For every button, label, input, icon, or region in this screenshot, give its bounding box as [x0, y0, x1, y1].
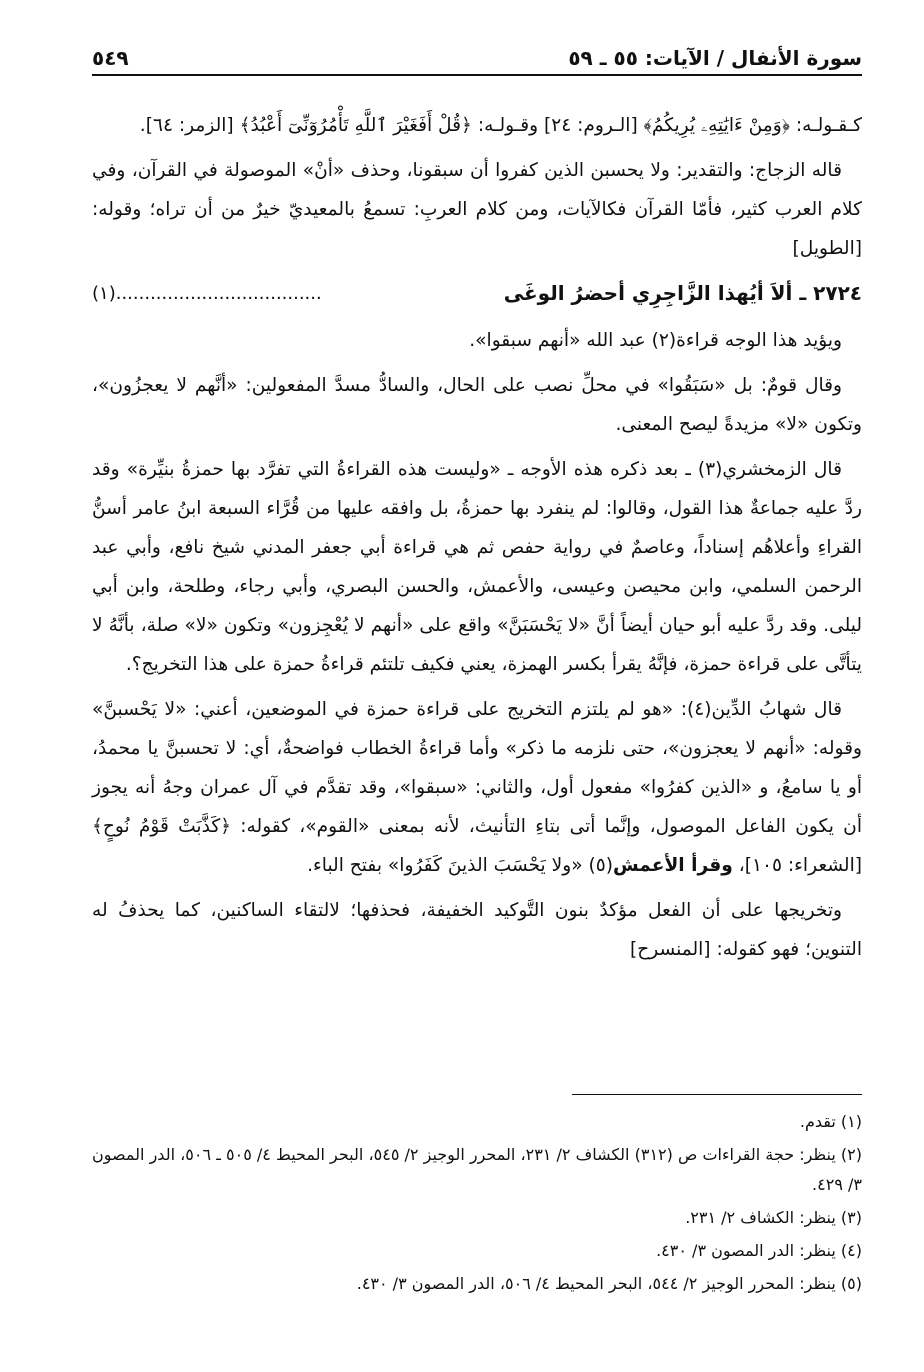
footnote-separator [572, 1094, 862, 1095]
page-number: ٥٤٩ [92, 46, 129, 70]
paragraph: قاله الزجاج: والتقدير: ولا يحسبن الذين كفروا أن سبقونا، وحذف «أنْ» الموصولة في القرآن، وفي كلام العرب كثير، فأمّا القرآن فكالآيات، ومن كلام العربِ: تسمعُ بالمعيديّ خيرٌ من أن تراه؛ وقوله: [الطويل] [92, 160, 862, 259]
paragraph: قال الزمخشري(٣) ـ بعد ذكره هذه الأوجه ـ «وليست هذه القراءةُ التي تفرَّد بها حمزةُ بنيِّرة» وقد ردَّ عليه جماعةٌ هذا القول، وقالوا: لم ينفرد بها حمزةُ، بل وافقه عليها من قُرَّاء السبعة ابنُ عامر أسنُّ القراءِ وأعلاهُم إسناداً، وعاصمٌ في رواية حفص ثم هي قراءة أبي جعفر المدني شيخ نافع، وأبي عبد الرحمن السلمي، وابن محيصن وعيسى، والأعمش، والحسن البصري، وأبي رجاء، وطلحة، وابن أبي ليلى. وقد ردَّ عليه أبو حيان أيضاً أنَّ «لا يَحْسَبَنَّ» واقع على «أنهم لا يُعْجِزون» وتكون «لا» صلة، بأنَّهُ لا يتأتَّى على قراءة حمزة، فإنَّهُ يقرأ بكسر الهمزة، يعني فكيف تلتئم قراءةُ حمزة على هذا التخريج؟. [92, 459, 862, 675]
page-header [92, 26, 862, 76]
paragraph: ويؤيد هذا الوجه قراءة(٢) عبد الله «أنهم سبقوا». [469, 330, 842, 351]
running-title: سورة الأنفال / الآيات: ٥٥ ـ ٥٩ [568, 46, 862, 70]
poetry-verse [92, 274, 862, 313]
paragraph: وتخريجها على أن الفعل مؤكدٌ بنون التَّوكيد الخفيفة، فحذفها؛ لالتقاء الساكنين، كما يحذفُ له التنوين؛ فهو كقوله: [المنسرح] [92, 900, 862, 960]
footnote: (٣) ينظر: الكشاف ٢/ ٢٣١. [685, 1208, 862, 1227]
verse-text: ٢٧٢٤ ـ ألاَ أيُهذا الزَّاجِرِي أحضرُ الوغَى [503, 281, 862, 305]
paragraph: قال شهابُ الدِّين(٤): «هو لم يلتزم التخريج على قراءة حمزة في الموضعين، أعني: «لا يَحْسبنَّ» وقوله: «أنهم لا يعجزون»، حتى نلزمه ما ذكر» وأما قراءةُ الخطاب فواضحةٌ، أي: لا تحسبنَّ يا محمدُ، أو يا سامعُ، و «الذين كفرُوا» مفعول أول، والثاني: «سبقوا»، وقد تقدَّم في آل عمران وجهُ أنه يجوز أن يكون الفاعل الموصول، وإنَّما أتى بتاءِ التأنيث، لأنه بمعنى «القوم»، كقوله: ﴿كَذَّبَتْ قَوْمُ نُوحٍ﴾ [الشعراء: ١٠٥]، وقرأ الأعمش(٥) «ولا يَحْسَبَ الذينَ كَفَرُوا» بفتح الباء. [92, 699, 862, 876]
paragraph: وقال قومٌ: بل «سَبَقُوا» في محلِّ نصب على الحال، والسادُّ مسدَّ المفعولين: «أنَّهم لا يعجزُون»، وتكون «لا» مزيدةً ليصح المعنى. [92, 375, 862, 435]
bold-phrase: وقرأ الأعمش [613, 855, 733, 876]
footnote: (٥) ينظر: المحرر الوجيز ٢/ ٥٤٤، البحر المحيط ٤/ ٥٠٦، الدر المصون ٣/ ٤٣٠. [356, 1274, 862, 1293]
footnote: (٢) ينظر: حجة القراءات ص (٣١٢) الكشاف ٢/ ٢٣١، المحرر الوجيز ٢/ ٥٤٥، البحر المحيط ٤/ ٥٠٥ ـ ٥٠٦، الدر المصون ٣/ ٤٢٩. [92, 1145, 863, 1194]
main-text [92, 106, 862, 975]
verse-dots: (١).................................... [92, 283, 322, 304]
paragraph: كـقـولـه: ﴿وَمِنْ ءَايَٰتِهِۦ يُرِيكُمُ﴾ [الـروم: ٢٤] وقـولـه: ﴿قُلْ أَفَغَيْرَ ٱللَّهِ تَأْمُرُوٓنِّىٓ أَعْبُدُ﴾ [الزمر: ٦٤]. [139, 115, 862, 136]
footnote: (١) تقدم. [799, 1112, 862, 1131]
footnote: (٤) ينظر: الدر المصون ٣/ ٤٣٠. [656, 1241, 862, 1260]
book-page [92, 22, 862, 1352]
footnotes [92, 1107, 862, 1302]
verse-footnote-ref: (١) [92, 283, 116, 304]
